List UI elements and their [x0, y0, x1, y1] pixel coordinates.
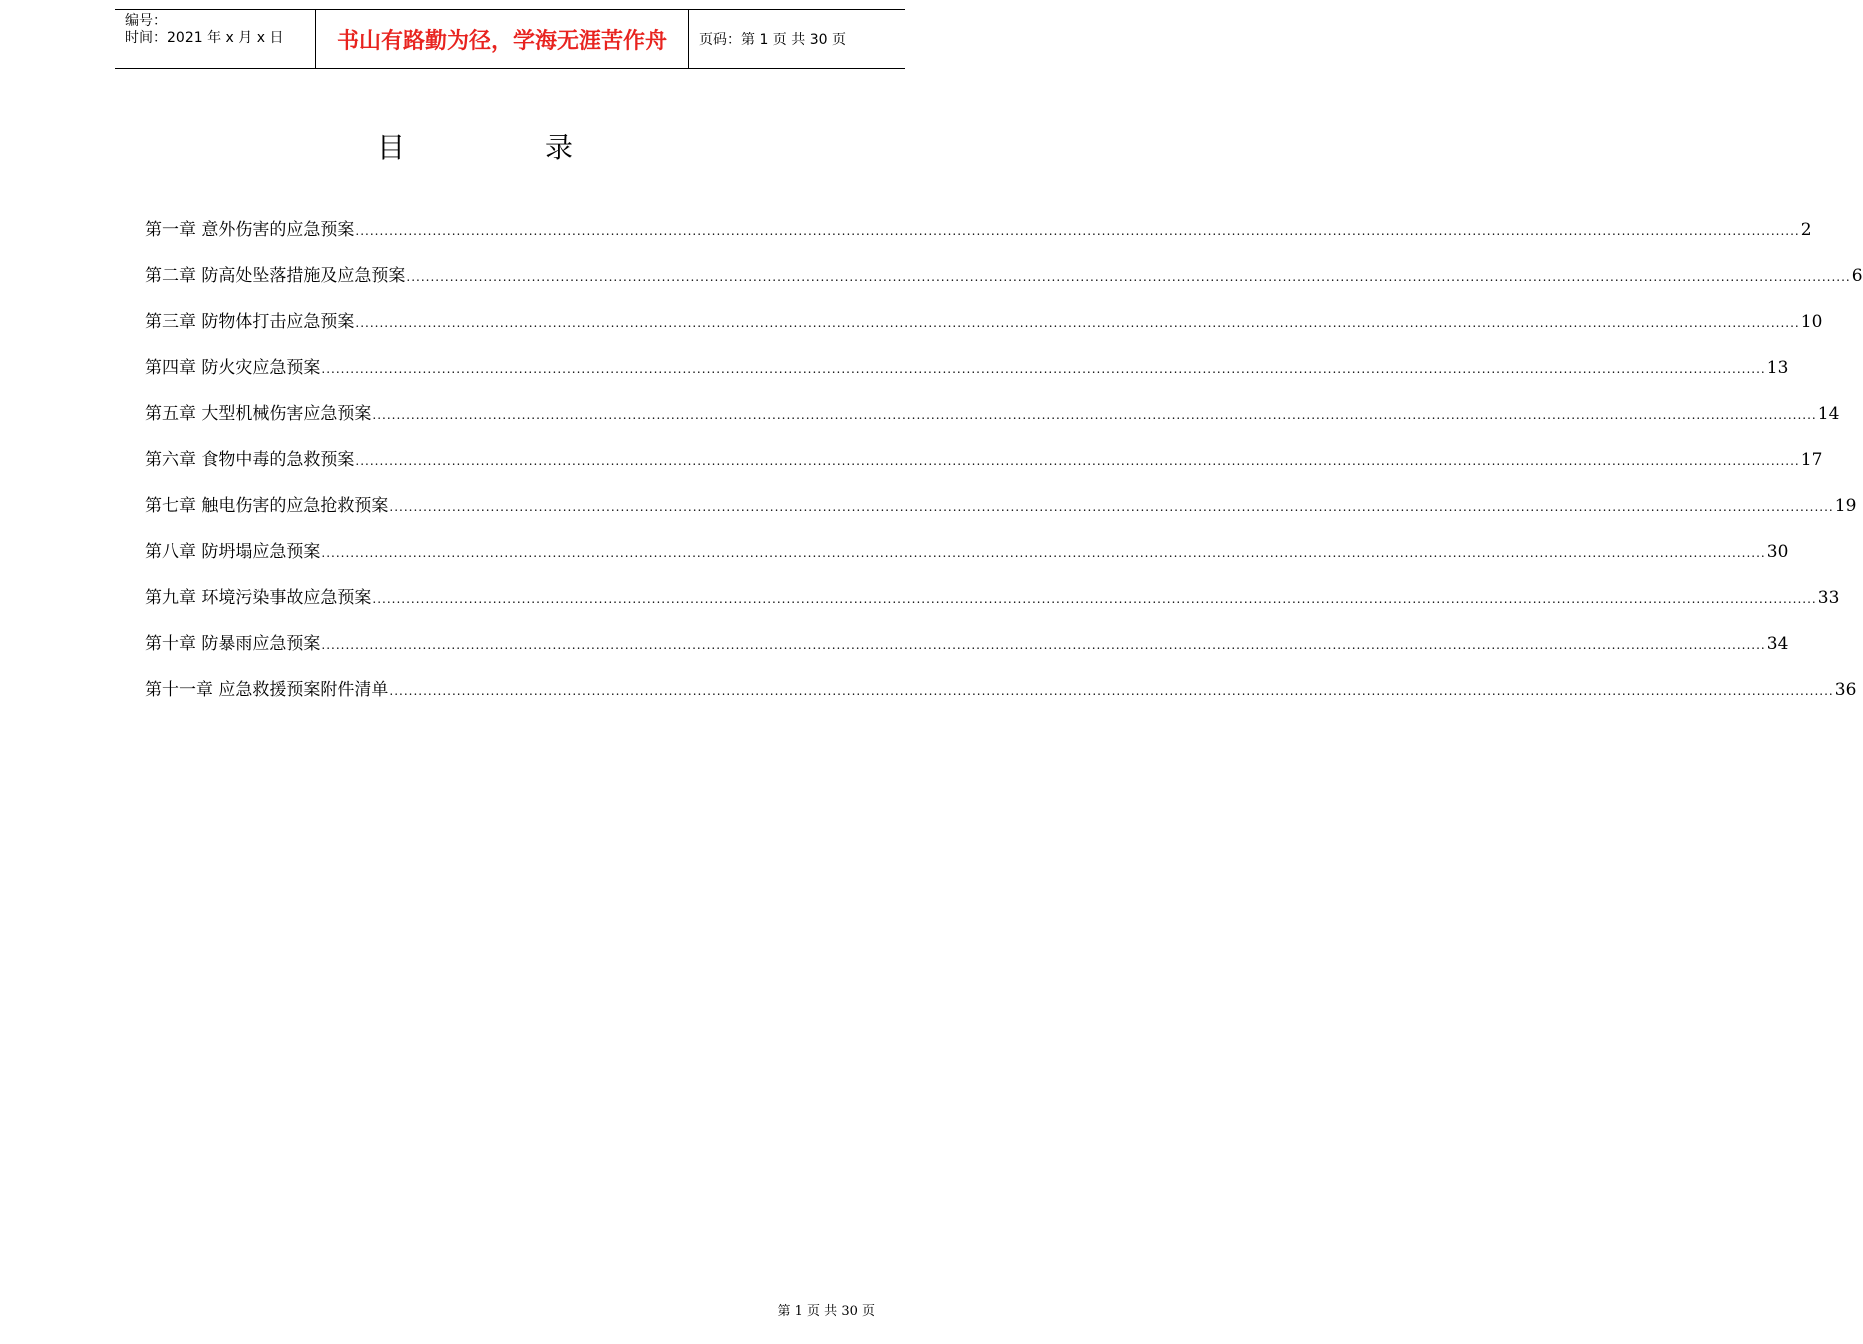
toc-leader-dots: ............................................................................................................................................................................................................................................................................................................ — [355, 224, 1800, 238]
toc-page-number: 14 — [1817, 404, 1840, 424]
toc-page-number: 19 — [1834, 496, 1857, 516]
toc-entry-title — [145, 537, 320, 562]
toc-entry-title — [145, 445, 354, 470]
toc-chapter-number: 第七章 — [145, 496, 196, 516]
toc-page-number: 33 — [1817, 588, 1840, 608]
toc-entry[interactable] — [145, 215, 1812, 261]
toc-page-number: 10 — [1800, 312, 1823, 332]
toc-page-number: 30 — [1766, 542, 1789, 562]
toc-entry[interactable] — [145, 399, 1840, 445]
toc-chapter-name: 应急救援预案附件清单 — [218, 680, 389, 700]
toc-chapter-number: 第三章 — [145, 312, 196, 332]
toc-chapter-name: 防暴雨应急预案 — [201, 634, 321, 654]
toc-chapter-number: 第二章 — [145, 266, 196, 286]
toc-leader-dots: ............................................................................................................................................................................................................................................................................................................ — [321, 362, 1766, 376]
toc-entry-title — [145, 353, 320, 378]
toc-chapter-number: 第五章 — [145, 404, 196, 424]
toc-page-number: 36 — [1834, 680, 1857, 700]
toc-chapter-name: 触电伤害的应急抢救预案 — [201, 496, 389, 516]
toc-page-number: 34 — [1766, 634, 1789, 654]
toc-chapter-name: 防坍塌应急预案 — [201, 542, 321, 562]
toc-entry[interactable] — [145, 261, 1863, 307]
toc-chapter-number: 第十章 — [145, 634, 196, 654]
toc-chapter-name: 食物中毒的急救预案 — [201, 450, 355, 470]
header-page-info: 页码：第 1 页 共 30 页 — [699, 32, 846, 48]
header-meta — [115, 10, 316, 68]
page-footer: 第 1 页 共 30 页 — [777, 1304, 875, 1319]
toc-entry[interactable] — [145, 491, 1857, 537]
toc-leader-dots: ............................................................................................................................................................................................................................................................................................................ — [355, 454, 1800, 468]
toc-title: 目录 — [376, 131, 713, 164]
toc-entry-title — [145, 583, 371, 608]
toc-entry-title — [145, 261, 405, 286]
toc-entry[interactable] — [145, 445, 1823, 491]
page-header — [115, 9, 905, 69]
toc-entry[interactable] — [145, 353, 1789, 399]
number-label: 编号： — [125, 13, 167, 29]
toc-entry-title — [145, 675, 388, 700]
table-of-contents — [145, 215, 1863, 721]
toc-entry-title — [145, 307, 354, 332]
toc-chapter-number: 第六章 — [145, 450, 196, 470]
time-label: 时间：2021 年 x 月 x 日 — [125, 30, 284, 46]
toc-entry-title — [145, 215, 354, 240]
toc-entry[interactable] — [145, 629, 1789, 675]
toc-entry[interactable] — [145, 675, 1857, 721]
toc-page-number: 6 — [1851, 266, 1863, 286]
toc-page-number: 17 — [1800, 450, 1823, 470]
toc-entry-title — [145, 629, 320, 654]
toc-leader-dots: ............................................................................................................................................................................................................................................................................................................ — [389, 500, 1834, 514]
toc-page-number: 2 — [1800, 220, 1812, 240]
toc-entry[interactable] — [145, 307, 1823, 353]
toc-leader-dots: ............................................................................................................................................................................................................................................................................................................ — [321, 638, 1766, 652]
toc-chapter-number: 第一章 — [145, 220, 196, 240]
toc-leader-dots: ............................................................................................................................................................................................................................................................................................................ — [355, 316, 1800, 330]
toc-chapter-name: 防火灾应急预案 — [201, 358, 321, 378]
toc-leader-dots: ............................................................................................................................................................................................................................................................................................................ — [406, 270, 1851, 284]
header-motto: 书山有路勤为径，学海无涯苦作舟 — [316, 10, 689, 68]
toc-leader-dots: ............................................................................................................................................................................................................................................................................................................ — [321, 546, 1766, 560]
toc-chapter-number: 第八章 — [145, 542, 196, 562]
toc-leader-dots: ............................................................................................................................................................................................................................................................................................................ — [389, 684, 1834, 698]
toc-chapter-number: 第九章 — [145, 588, 196, 608]
toc-entry-title — [145, 399, 371, 424]
toc-leader-dots: ............................................................................................................................................................................................................................................................................................................ — [372, 408, 1817, 422]
toc-leader-dots: ............................................................................................................................................................................................................................................................................................................ — [372, 592, 1817, 606]
toc-chapter-name: 防高处坠落措施及应急预案 — [201, 266, 406, 286]
toc-chapter-name: 环境污染事故应急预案 — [201, 588, 372, 608]
toc-chapter-name: 防物体打击应急预案 — [201, 312, 355, 332]
toc-chapter-number: 第十一章 — [145, 680, 213, 700]
toc-page-number: 13 — [1766, 358, 1789, 378]
toc-entry[interactable] — [145, 537, 1789, 583]
toc-entry-title — [145, 491, 388, 516]
toc-entry[interactable] — [145, 583, 1840, 629]
toc-chapter-number: 第四章 — [145, 358, 196, 378]
toc-chapter-name: 大型机械伤害应急预案 — [201, 404, 372, 424]
toc-chapter-name: 意外伤害的应急预案 — [201, 220, 355, 240]
